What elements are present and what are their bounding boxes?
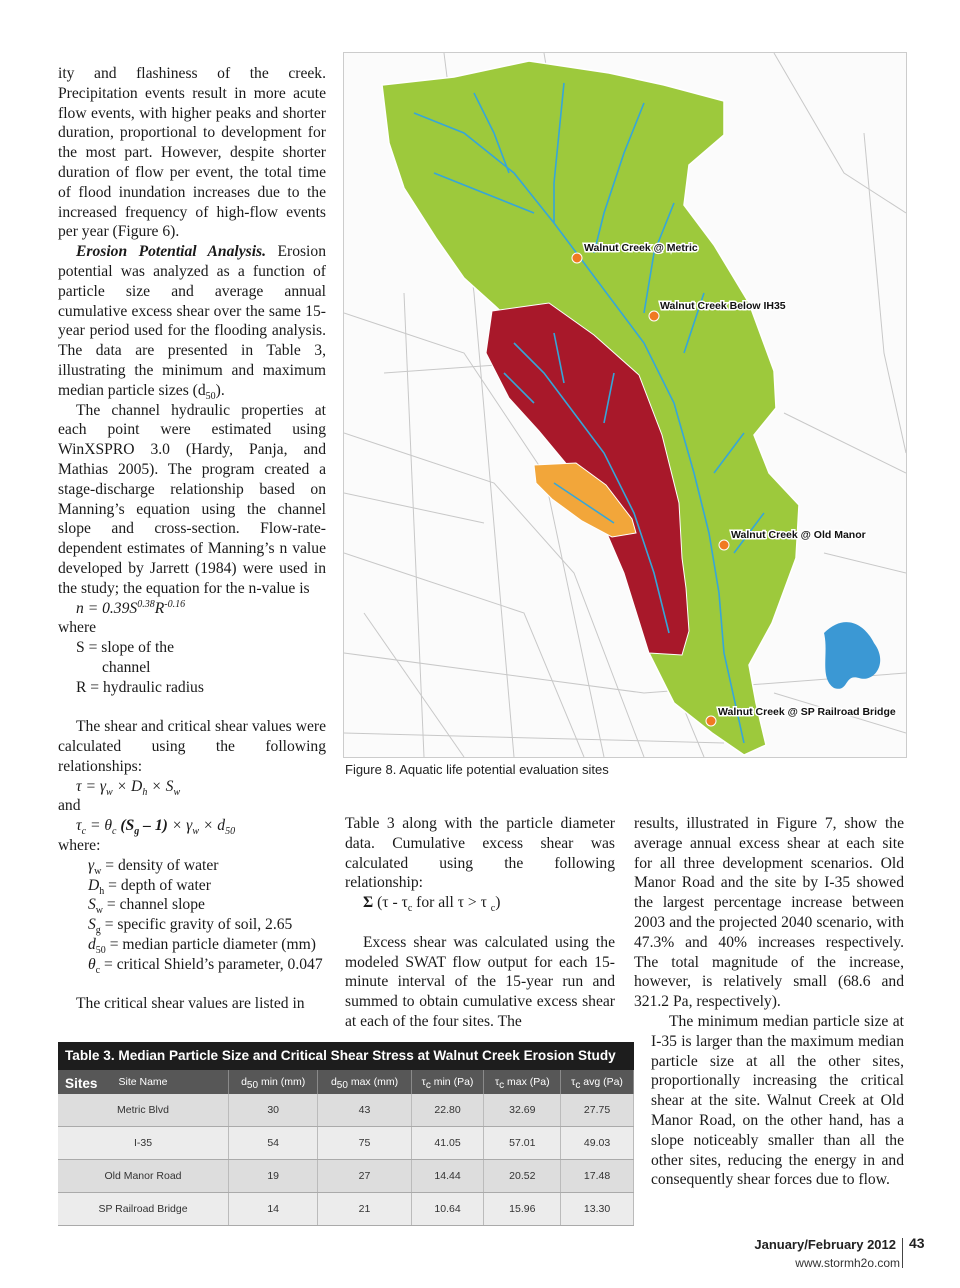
table-header-row xyxy=(58,1070,634,1094)
issue-date: January/February 2012 xyxy=(754,1237,896,1252)
column-header: $\tau_c$ avg (Pa) xyxy=(561,1070,634,1094)
table-cell: 21 xyxy=(318,1193,411,1226)
table-cell: 17.48 xyxy=(561,1160,634,1193)
site-label: Walnut Creek @ Old Manor xyxy=(731,529,866,541)
figure-8-map xyxy=(343,52,907,758)
table-row xyxy=(58,1160,634,1193)
water-body xyxy=(824,622,880,689)
equation-tau-c: $\tau_c = \theta_c$ $(S_g - 1) \times \gamma_w \times d_{50}$ xyxy=(76,817,236,838)
site-label: Walnut Creek @ SP Railroad Bridge xyxy=(718,706,896,718)
section-heading: Erosion Potential Analysis. xyxy=(76,243,267,261)
table-cell: 30 xyxy=(229,1094,318,1127)
paragraph: Table 3 along with the particle diameter data. Cumulative excess shear was calculated using the following relationship: xyxy=(345,815,615,892)
paragraph: Excess shear was calculated using the modeled SWAT flow output for each 15-minute interval of the 15-year run and summed to obtain cumulative excess shear at each of the four sites. The xyxy=(345,933,615,1030)
definition: $S_g$ = specific gravity of soil, 2.65 xyxy=(88,916,293,937)
data-table xyxy=(58,1070,634,1226)
paragraph: The channel hydraulic properties at each point were estimated using WinXSPRO 3.0 (Hardy, Panja, and Mathias 2005). The program created a stage-discharge relationship based on Manning’s equation using the channel slope and cross-section. Flow-rate-dependent estimates of Manning’s n value developed by Jarrett (1984) were used in the study; the equation for the n-value is xyxy=(58,401,326,597)
table-cell: Old Manor Road xyxy=(58,1160,229,1193)
equation-tau: $\tau = \gamma_w \times D_h \times S_w$ xyxy=(76,777,181,798)
table-cell: 49.03 xyxy=(561,1127,634,1160)
table-cell: 75 xyxy=(318,1127,411,1160)
table-cell: 54 xyxy=(229,1127,318,1160)
table-cell: 13.30 xyxy=(561,1193,634,1226)
page-number: 43 xyxy=(909,1235,925,1251)
table-cell: 27.75 xyxy=(561,1094,634,1127)
table-row xyxy=(58,1127,634,1160)
column-header: $d_{50}$ min (mm) xyxy=(229,1070,318,1094)
watershed-map xyxy=(344,53,906,757)
site-label: Walnut Creek @ Metric xyxy=(584,242,698,254)
text-column-3 xyxy=(634,814,904,1012)
column-header: $\tau_c$ max (Pa) xyxy=(484,1070,561,1094)
paragraph: The minimum median particle size at I-35 is larger than the maximum median particle size at all the other sites, proportionally increasing the critical shear at the site. Walnut Creek at Old Manor Road, on the other hand, has a slope noticeably smaller than all the other sites, reducing the energy in and consequently shear forces due to flow. xyxy=(651,1013,904,1189)
table-cell: 32.69 xyxy=(484,1094,561,1127)
paragraph: ity and flashiness of the creek. Precipitation events result in more acute flow events, with higher peaks and shorter duration, proportional to development for the most part. However, despite shorter duration of flow per event, the total time of flood inundation increases due to the increased frequency of high-flow events per year (Figure 6). xyxy=(58,65,326,241)
footer-divider xyxy=(902,1238,903,1268)
site-marker xyxy=(719,540,729,550)
table-cell: 43 xyxy=(318,1094,411,1127)
text-column-2 xyxy=(345,814,615,1032)
column-header: Site Name xyxy=(58,1070,229,1094)
text-column-1 xyxy=(58,64,326,1014)
table-row xyxy=(58,1193,634,1226)
definition: $D_h$ = depth of water xyxy=(88,876,211,897)
definition: $\theta_c$ = critical Shield’s parameter, 0.047 xyxy=(88,955,323,976)
paragraph: results, illustrated in Figure 7, show the average annual excess shear at each site for all three development scenarios. Old Manor Road and the site by I-35 showed the largest percentage increase between 2003 and the projected 2040 scenario, with 47.3% and 40% increases respectively. The total magnitude of the increase, however, is relatively small (68.6 and 321.2 Pa, respectively). xyxy=(634,815,904,1011)
column-header: $d_{50}$ max (mm) xyxy=(318,1070,411,1094)
definition: $\gamma_w$ = density of water xyxy=(88,856,219,877)
table-cell: Metric Blvd xyxy=(58,1094,229,1127)
table-cell: 14 xyxy=(229,1193,318,1226)
table-row xyxy=(58,1094,634,1127)
equation-n: $n = 0.39S^{0.38}R^{-0.16}$ xyxy=(76,598,186,617)
definition: channel xyxy=(102,658,151,676)
table-cell: 27 xyxy=(318,1160,411,1193)
text-column-3-continued xyxy=(651,1012,904,1190)
and-label: and xyxy=(58,797,81,815)
table-cell: 22.80 xyxy=(411,1094,484,1127)
site-marker xyxy=(706,716,716,726)
table-title: Table 3. Median Particle Size and Critical Shear Stress at Walnut Creek Erosion Study Sites xyxy=(58,1042,634,1070)
table-cell: 14.44 xyxy=(411,1160,484,1193)
figure-caption: Figure 8. Aquatic life potential evaluation sites xyxy=(345,762,609,777)
definition: R = hydraulic radius xyxy=(76,678,204,696)
definition: S = slope of the xyxy=(76,639,175,657)
website-url: www.stormh2o.com xyxy=(795,1256,900,1270)
table-cell: 20.52 xyxy=(484,1160,561,1193)
table-cell: 19 xyxy=(229,1160,318,1193)
table-3 xyxy=(58,1042,634,1226)
equation-excess-shear: Σ ($\tau - \tau_c$ for all τ > τ $_c$) xyxy=(363,894,501,915)
table-cell: SP Railroad Bridge xyxy=(58,1193,229,1226)
site-label: Walnut Creek Below IH35 xyxy=(660,300,786,312)
table-cell: 10.64 xyxy=(411,1193,484,1226)
column-header: $\tau_c$ min (Pa) xyxy=(411,1070,484,1094)
table-cell: 15.96 xyxy=(484,1193,561,1226)
paragraph: The critical shear values are listed in xyxy=(76,995,305,1013)
where-label: where: xyxy=(58,837,101,855)
site-marker xyxy=(649,311,659,321)
site-marker xyxy=(572,253,582,263)
paragraph: The shear and critical shear values were calculated using the following relationships: xyxy=(58,718,326,775)
definition: $d_{50}$ = median particle diameter (mm) xyxy=(88,936,316,957)
definition: $S_w$ = channel slope xyxy=(88,896,205,917)
table-cell: I-35 xyxy=(58,1127,229,1160)
paragraph: Erosion Potential Analysis. Erosion potential was analyzed as a function of particle size and average annual cumulative excess shear over the same 15-year period used for the flooding analysis. The data are presented in Table 3, illustrating the minimum and maximum median particle sizes $(d_{50})$. xyxy=(58,243,326,402)
where-label: where xyxy=(58,619,97,637)
table-cell: 57.01 xyxy=(484,1127,561,1160)
table-cell: 41.05 xyxy=(411,1127,484,1160)
